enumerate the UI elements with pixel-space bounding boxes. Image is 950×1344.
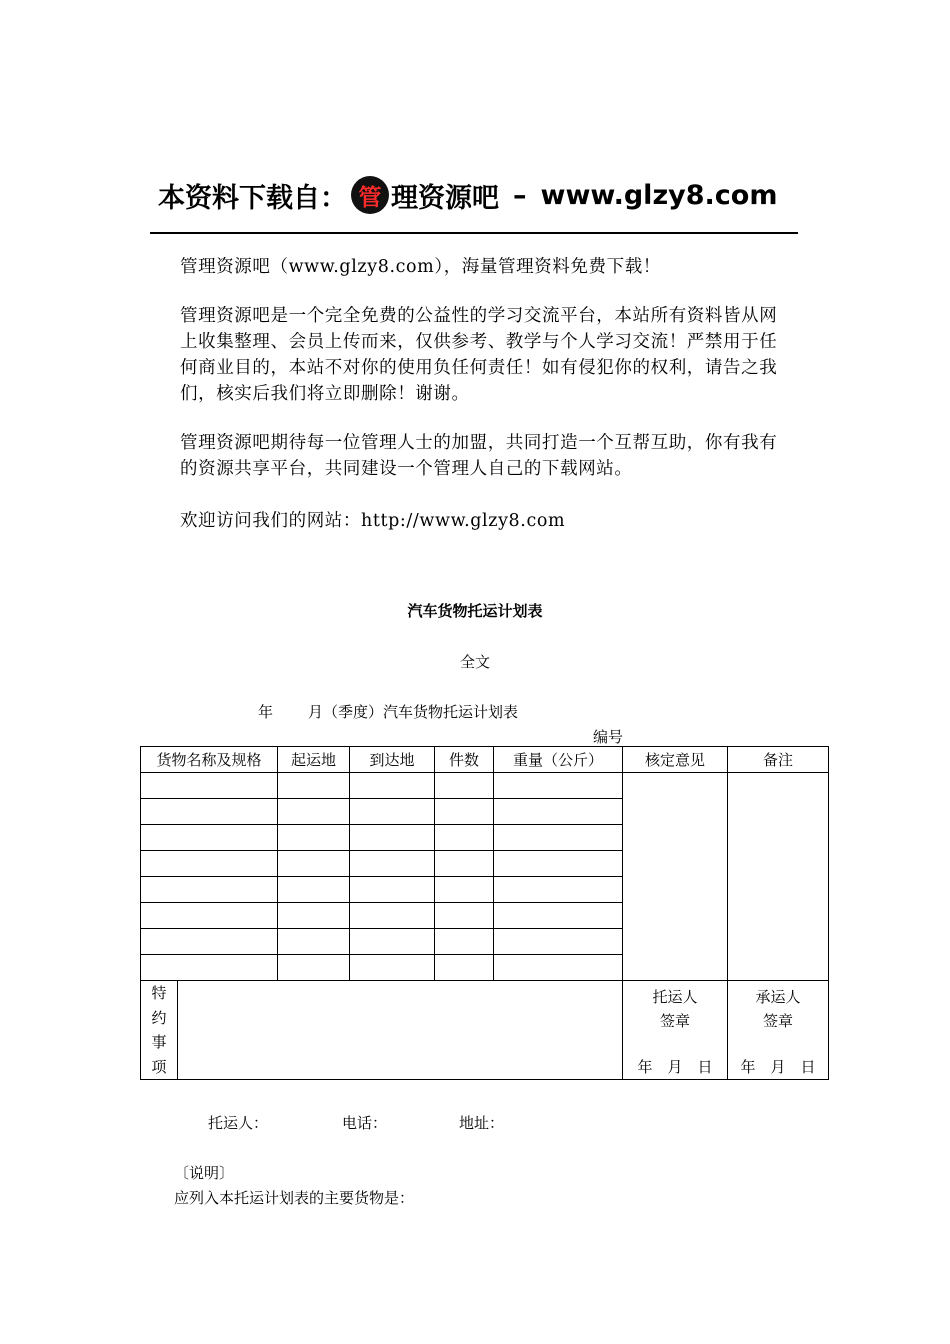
origin-cell[interactable] [278, 825, 350, 851]
origin-cell[interactable] [278, 955, 350, 981]
destination-cell[interactable] [350, 955, 435, 981]
weight-cell[interactable] [494, 773, 623, 799]
site-logo-icon: 管 [351, 176, 389, 214]
notice-line1: 管理资源吧（www.glzy8.com），海量管理资料免费下载！ [180, 257, 661, 277]
pieces-cell[interactable] [435, 773, 494, 799]
pieces-cell[interactable] [435, 903, 494, 929]
banner-site-name: 理资源吧 [391, 182, 499, 214]
weight-cell[interactable] [494, 903, 623, 929]
goods-cell[interactable] [141, 929, 278, 955]
banner-url[interactable]: www.glzy8.com [540, 179, 778, 211]
banner-dash: – [513, 179, 527, 211]
weight-cell[interactable] [494, 851, 623, 877]
destination-cell[interactable] [350, 799, 435, 825]
special-terms-row [141, 981, 829, 1080]
goods-cell[interactable] [141, 825, 278, 851]
shipping-plan-table [140, 746, 829, 1080]
pieces-cell[interactable] [435, 929, 494, 955]
fulltext-label: 全文 [460, 653, 491, 671]
download-banner [158, 170, 798, 220]
header-pieces: 件数 [435, 747, 494, 773]
table-row [141, 773, 829, 799]
destination-cell[interactable] [350, 903, 435, 929]
origin-cell[interactable] [278, 877, 350, 903]
header-remarks: 备注 [728, 747, 829, 773]
footer-shipper-label: 托运人： [208, 1114, 269, 1132]
banner-divider [150, 232, 798, 234]
destination-cell[interactable] [350, 773, 435, 799]
document-title: 汽车货物托运计划表 [407, 602, 543, 620]
shipper-signature-cell[interactable]: 托运人 签章 年 月 日 [623, 981, 728, 1080]
year-label: 年 [258, 703, 274, 721]
weight-cell[interactable] [494, 877, 623, 903]
origin-cell[interactable] [278, 929, 350, 955]
carrier-signature-cell[interactable]: 承运人 签章 年 月 日 [728, 981, 829, 1080]
remarks-cell[interactable] [728, 773, 829, 981]
header-destination: 到达地 [350, 747, 435, 773]
shipper-date: 年 月 日 [637, 1058, 713, 1076]
weight-cell[interactable] [494, 955, 623, 981]
serial-number-label: 编号 [593, 728, 624, 746]
origin-cell[interactable] [278, 903, 350, 929]
origin-cell[interactable] [278, 799, 350, 825]
weight-cell[interactable] [494, 929, 623, 955]
pieces-cell[interactable] [435, 825, 494, 851]
approval-cell[interactable] [623, 773, 728, 981]
table-header-row [141, 747, 829, 773]
destination-cell[interactable] [350, 825, 435, 851]
goods-cell[interactable] [141, 773, 278, 799]
goods-cell[interactable] [141, 877, 278, 903]
header-origin: 起运地 [278, 747, 350, 773]
pieces-cell[interactable] [435, 877, 494, 903]
carrier-date: 年 月 日 [740, 1058, 816, 1076]
origin-cell[interactable] [278, 851, 350, 877]
goods-cell[interactable] [141, 799, 278, 825]
header-approval: 核定意见 [623, 747, 728, 773]
note-text: 应列入本托运计划表的主要货物是： [174, 1189, 415, 1207]
note-heading: 〔说明〕 [174, 1164, 235, 1182]
header-weight: 重量（公斤） [494, 747, 623, 773]
special-terms-label: 特 约 事 项 [141, 981, 178, 1080]
destination-cell[interactable] [350, 851, 435, 877]
destination-cell[interactable] [350, 929, 435, 955]
destination-cell[interactable] [350, 877, 435, 903]
banner-prefix: 本资料下载自： [158, 182, 347, 214]
weight-cell[interactable] [494, 799, 623, 825]
origin-cell[interactable] [278, 773, 350, 799]
special-terms-content[interactable] [178, 981, 623, 1080]
header-goods: 货物名称及规格 [141, 747, 278, 773]
footer-phone-label: 电话： [342, 1114, 388, 1132]
footer-address-label: 地址： [459, 1114, 505, 1132]
weight-cell[interactable] [494, 825, 623, 851]
notice-paragraph-4: 欢迎访问我们的网站：http://www.glzy8.com [180, 511, 566, 531]
goods-cell[interactable] [141, 851, 278, 877]
pieces-cell[interactable] [435, 851, 494, 877]
pieces-cell[interactable] [435, 955, 494, 981]
notice-paragraph-3: 管理资源吧期待每一位管理人士的加盟，共同打造一个互帮互助，你有我有的资源共享平台，共同建设一个管理人自己的下载网站。 [180, 433, 778, 479]
notice-paragraph-2: 管理资源吧是一个完全免费的公益性的学习交流平台，本站所有资料皆从网上收集整理、会员上传而来，仅供参考、教学与个人学习交流！严禁用于任何商业目的，本站不对你的使用负任何责任！如有侵犯你的权利，请告之我们，核实后我们将立即删除！谢谢。 [180, 306, 778, 404]
pieces-cell[interactable] [435, 799, 494, 825]
plan-heading: 月（季度）汽车货物托运计划表 [308, 703, 519, 721]
goods-cell[interactable] [141, 903, 278, 929]
goods-cell[interactable] [141, 955, 278, 981]
